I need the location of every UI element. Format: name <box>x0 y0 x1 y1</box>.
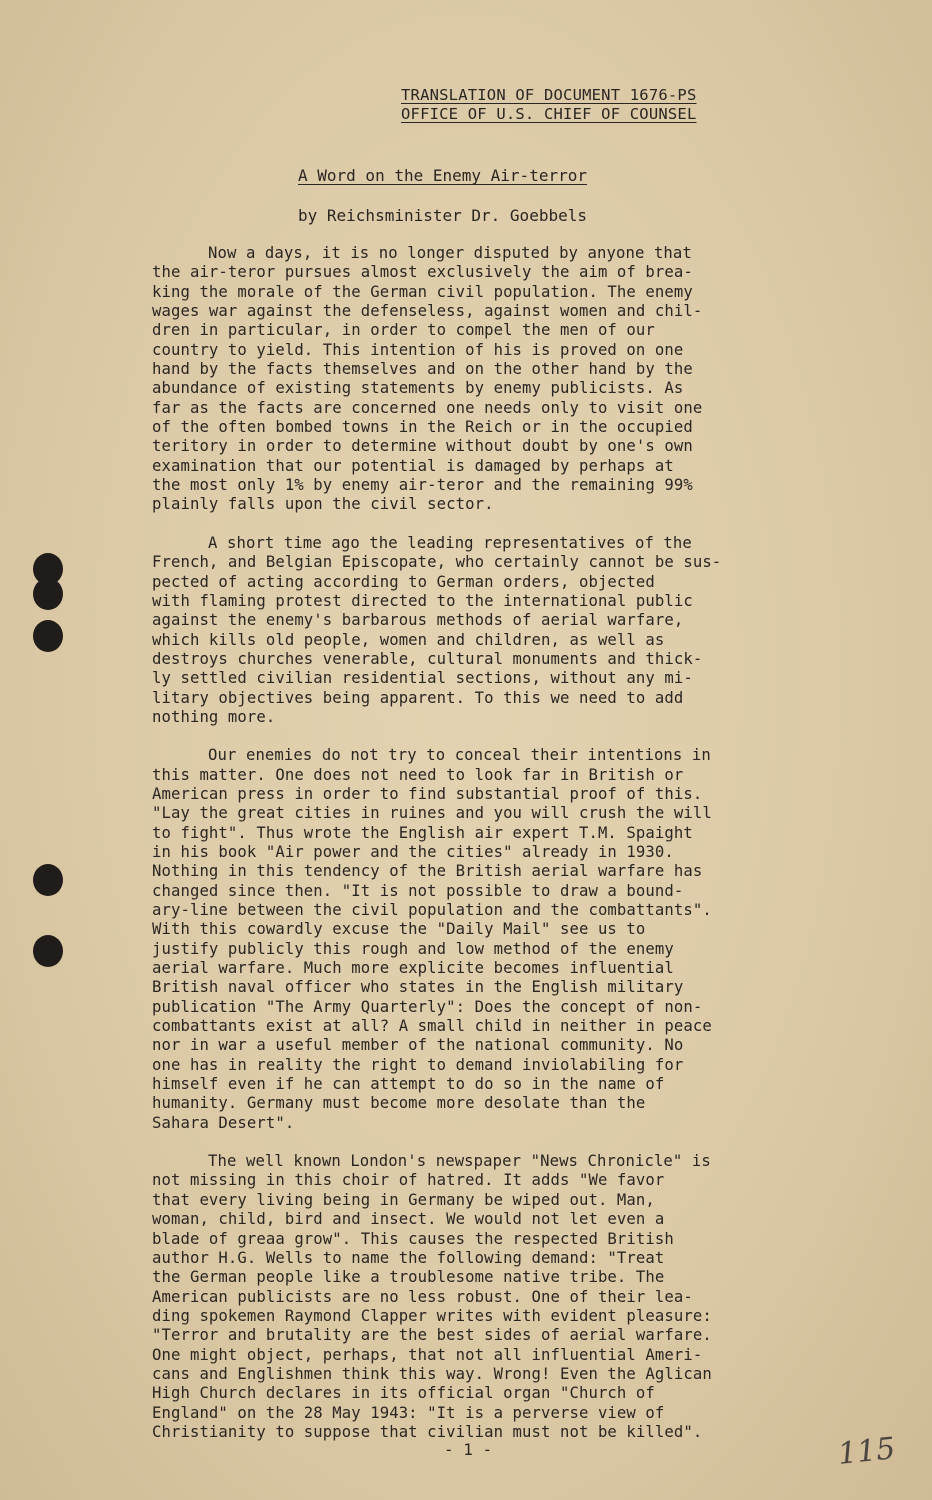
text-line: far as the facts are concerned one needs only to visit one <box>152 398 703 417</box>
text-line: Now a days, it is no longer disputed by anyone that <box>208 244 692 262</box>
paragraph-3 <box>152 746 842 1133</box>
text-line: woman, child, bird and insect. We would not let even a <box>152 1210 665 1229</box>
text-line: nothing more. <box>152 707 276 726</box>
text-line: the most only 1% by enemy air-teror and the remaining 99% <box>152 476 693 495</box>
text-line: examination that our potential is damaged by perhaps at <box>152 456 674 475</box>
text-line: blade of greaa grow". This causes the respected British <box>152 1229 674 1248</box>
text-line: The well known London's newspaper "News Chronicle" is <box>208 1152 711 1171</box>
text-line: "Terror and brutality are the best sides of aerial warfare. <box>152 1326 712 1345</box>
text-line: country to yield. This intention of his is proved on one <box>152 340 684 359</box>
text-line: British naval officer who states in the English military <box>152 978 684 997</box>
text-line: destroys churches venerable, cultural monuments and thick- <box>152 649 703 668</box>
text-line: not missing in this choir of hatred. It adds "We favor <box>152 1171 665 1190</box>
text-line: the German people like a troublesome native tribe. The <box>152 1268 665 1287</box>
text-line: High Church declares in its official organ "Church of <box>152 1384 655 1403</box>
text-line: combattants exist at all? A small child in neither in peace <box>152 1017 712 1036</box>
text-line: which kills old people, women and children, as well as <box>152 630 665 649</box>
text-line: litary objectives being apparent. To this we need to add <box>152 688 684 707</box>
punch-hole-2 <box>33 578 63 610</box>
text-line: One might object, perhaps, that not all influential Ameri- <box>152 1345 703 1364</box>
text-line: against the enemy's barbarous methods of aerial warfare, <box>152 611 684 630</box>
text-line: in his book "Air power and the cities" already in 1930. <box>152 842 674 861</box>
text-line: pected of acting according to German orders, objected <box>152 572 655 591</box>
text-line: French, and Belgian Episcopate, who certainly cannot be sus- <box>152 553 722 572</box>
header-translation-line: TRANSLATION OF DOCUMENT 1676-PS <box>401 86 697 104</box>
handwritten-folio-number: 115 <box>836 1431 897 1472</box>
text-line: ly settled civilian residential sections, without any mi- <box>152 669 693 688</box>
paragraph-2 <box>152 534 842 727</box>
text-line: abundance of existing statements by enemy publicists. As <box>152 379 684 398</box>
text-line: cans and Englishmen think this way. Wrong! Even the Aglican <box>152 1364 712 1383</box>
article-title: A Word on the Enemy Air-terror <box>298 166 587 185</box>
text-line: king the morale of the German civil population. The enemy <box>152 282 693 301</box>
text-line: plainly falls upon the civil sector. <box>152 495 494 514</box>
text-line: hand by the facts themselves and on the other hand by the <box>152 360 693 379</box>
paragraph-1 <box>152 244 842 515</box>
punch-hole-4 <box>33 864 63 896</box>
text-line: dren in particular, in order to compel the men of our <box>152 321 655 340</box>
text-line: of the often bombed towns in the Reich or in the occupied <box>152 418 693 437</box>
text-line: humanity. Germany must become more desolate than the <box>152 1094 646 1113</box>
text-line: one has in reality the right to demand inviolabiling for <box>152 1055 684 1074</box>
text-line: With this cowardly excuse the "Daily Mail" see us to <box>152 920 646 939</box>
text-line: wages war against the defenseless, against women and chil- <box>152 302 703 321</box>
text-line: A short time ago the leading representatives of the <box>208 533 692 552</box>
punch-hole-5 <box>33 935 63 967</box>
punch-hole-3 <box>33 620 63 652</box>
text-line: American press in order to find substantial proof of this. <box>152 784 703 803</box>
text-line: to fight". Thus wrote the English air expert T.M. Spaight <box>152 823 693 842</box>
text-line: this matter. One does not need to look far in British or <box>152 765 684 784</box>
text-line: teritory in order to determine without doubt by one's own <box>152 437 693 456</box>
text-line: "Lay the great cities in ruines and you will crush the will <box>152 804 712 823</box>
text-line: nor in war a useful member of the national community. No <box>152 1036 684 1055</box>
text-line: changed since then. "It is not possible to draw a bound- <box>152 881 684 900</box>
text-line: Christianity to suppose that civilian must not be killed". <box>152 1422 703 1441</box>
text-line: American publicists are no less robust. One of their lea- <box>152 1287 693 1306</box>
text-line: that every living being in Germany be wiped out. Man, <box>152 1190 655 1209</box>
document-header <box>401 86 761 124</box>
article-byline: by Reichsminister Dr. Goebbels <box>298 206 587 225</box>
text-line: Our enemies do not try to conceal their intentions in <box>208 746 711 765</box>
text-line: author H.G. Wells to name the following demand: "Treat <box>152 1248 665 1267</box>
text-line: aerial warfare. Much more explicite becomes influential <box>152 959 674 978</box>
page-number: - 1 - <box>444 1440 493 1459</box>
text-line: ding spokemen Raymond Clapper writes with evident pleasure: <box>152 1306 712 1325</box>
text-line: ary-line between the civil population and the combattants". <box>152 901 712 919</box>
text-line: the air-teror pursues almost exclusively the aim of brea- <box>152 263 693 282</box>
text-line: himself even if he can attempt to do so in the name of <box>152 1075 665 1094</box>
text-line: publication "The Army Quarterly": Does the concept of non- <box>152 997 703 1016</box>
paragraph-4 <box>152 1152 842 1442</box>
text-line: Sahara Desert". <box>152 1113 295 1132</box>
header-office-line: OFFICE OF U.S. CHIEF OF COUNSEL <box>401 105 697 123</box>
text-line: England" on the 28 May 1943: "It is a perverse view of <box>152 1403 665 1422</box>
article-body <box>152 244 842 1461</box>
text-line: Nothing in this tendency of the British aerial warfare has <box>152 862 703 881</box>
text-line: with flaming protest directed to the international public <box>152 591 693 610</box>
text-line: justify publicly this rough and low method of the enemy <box>152 939 674 958</box>
